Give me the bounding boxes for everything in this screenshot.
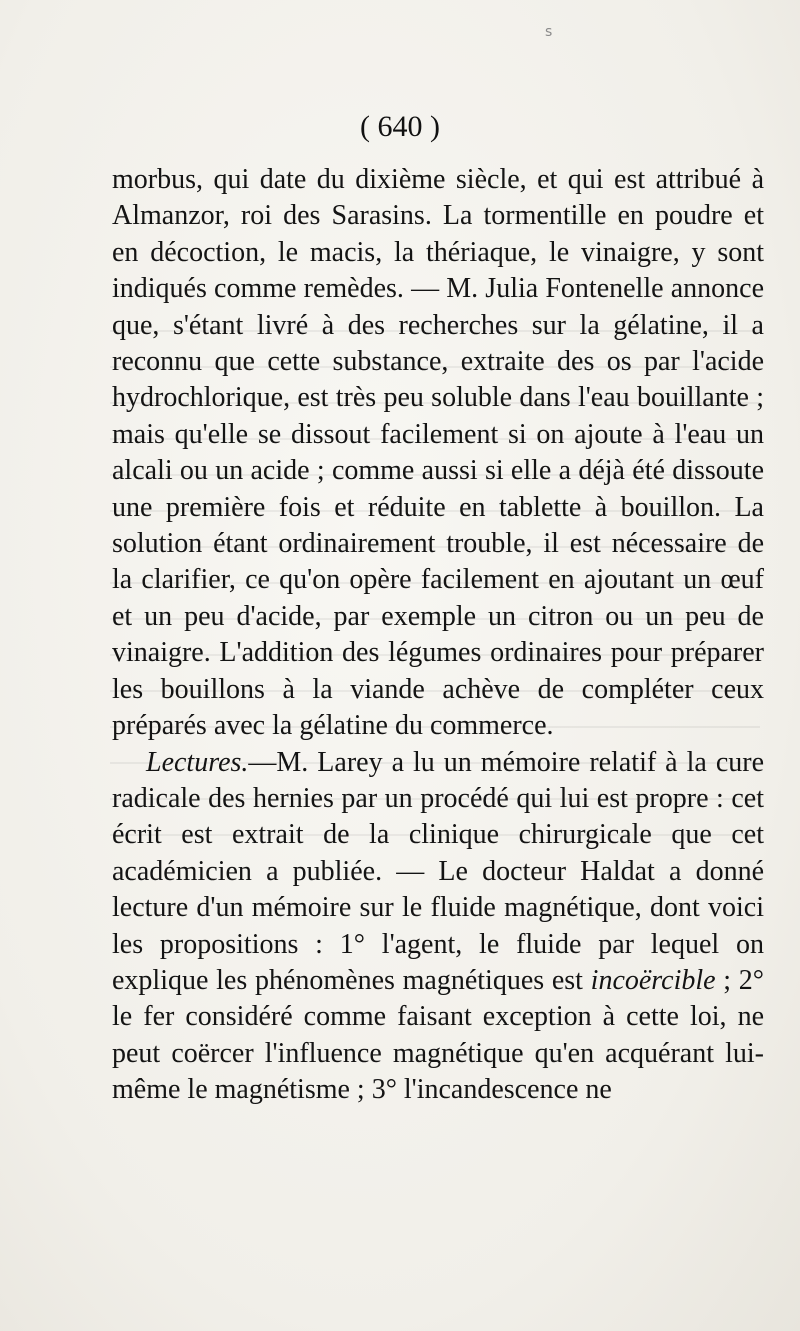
corner-mark: s	[545, 24, 553, 40]
body-text	[112, 162, 764, 1109]
section-heading-lectures: Lectures.	[146, 746, 249, 778]
italic-term: incoërcible	[590, 964, 716, 996]
paragraph-2	[112, 745, 764, 1109]
paragraph-2-text-b: ; 2° le fer considéré comme faisant exception à cette loi, ne peut coërcer l'influence magnétique qu'en acquérant lui-même le magnétisme ; 3° l'incandescence ne	[112, 964, 764, 1106]
page-number: ( 640 )	[360, 110, 440, 143]
paragraph-2-text-a: —M. Larey a lu un mémoire relatif à la cure radicale des hernies par un procédé qui lui est propre : cet écrit est extrait de la clinique chirurgicale que cet académicien a publiée. — Le docteur Haldat a donné lecture d'un mémoire sur le fluide magnétique, dont voici les propositions : 1° l'agent, le fluide par lequel on explique les phénomènes magnétiques est	[112, 746, 764, 996]
paragraph-1: morbus, qui date du dixième siècle, et qui est attribué à Almanzor, roi des Sarasins. La tormentille en poudre et en décoction, le macis, la thériaque, le vinaigre, y sont indiqués comme remèdes. — M. Julia Fontenelle annonce que, s'étant livré à des recherches sur la gélatine, il a reconnu que cette substance, extraite des os par l'acide hydrochlorique, est très peu soluble dans l'eau bouillante ; mais qu'elle se dissout facilement si on ajoute à l'eau un alcali ou un acide ; comme aussi si elle a déjà été dissoute une première fois et réduite en tablette à bouillon. La solution étant ordinairement trouble, il est nécessaire de la clarifier, ce qu'on opère facilement en ajoutant un œuf et un peu d'acide, par exemple un citron ou un peu de vinaigre. L'addition des légumes ordinaires pour préparer les bouillons à la viande achève de compléter ceux préparés avec la gélatine du commerce.	[112, 164, 764, 742]
